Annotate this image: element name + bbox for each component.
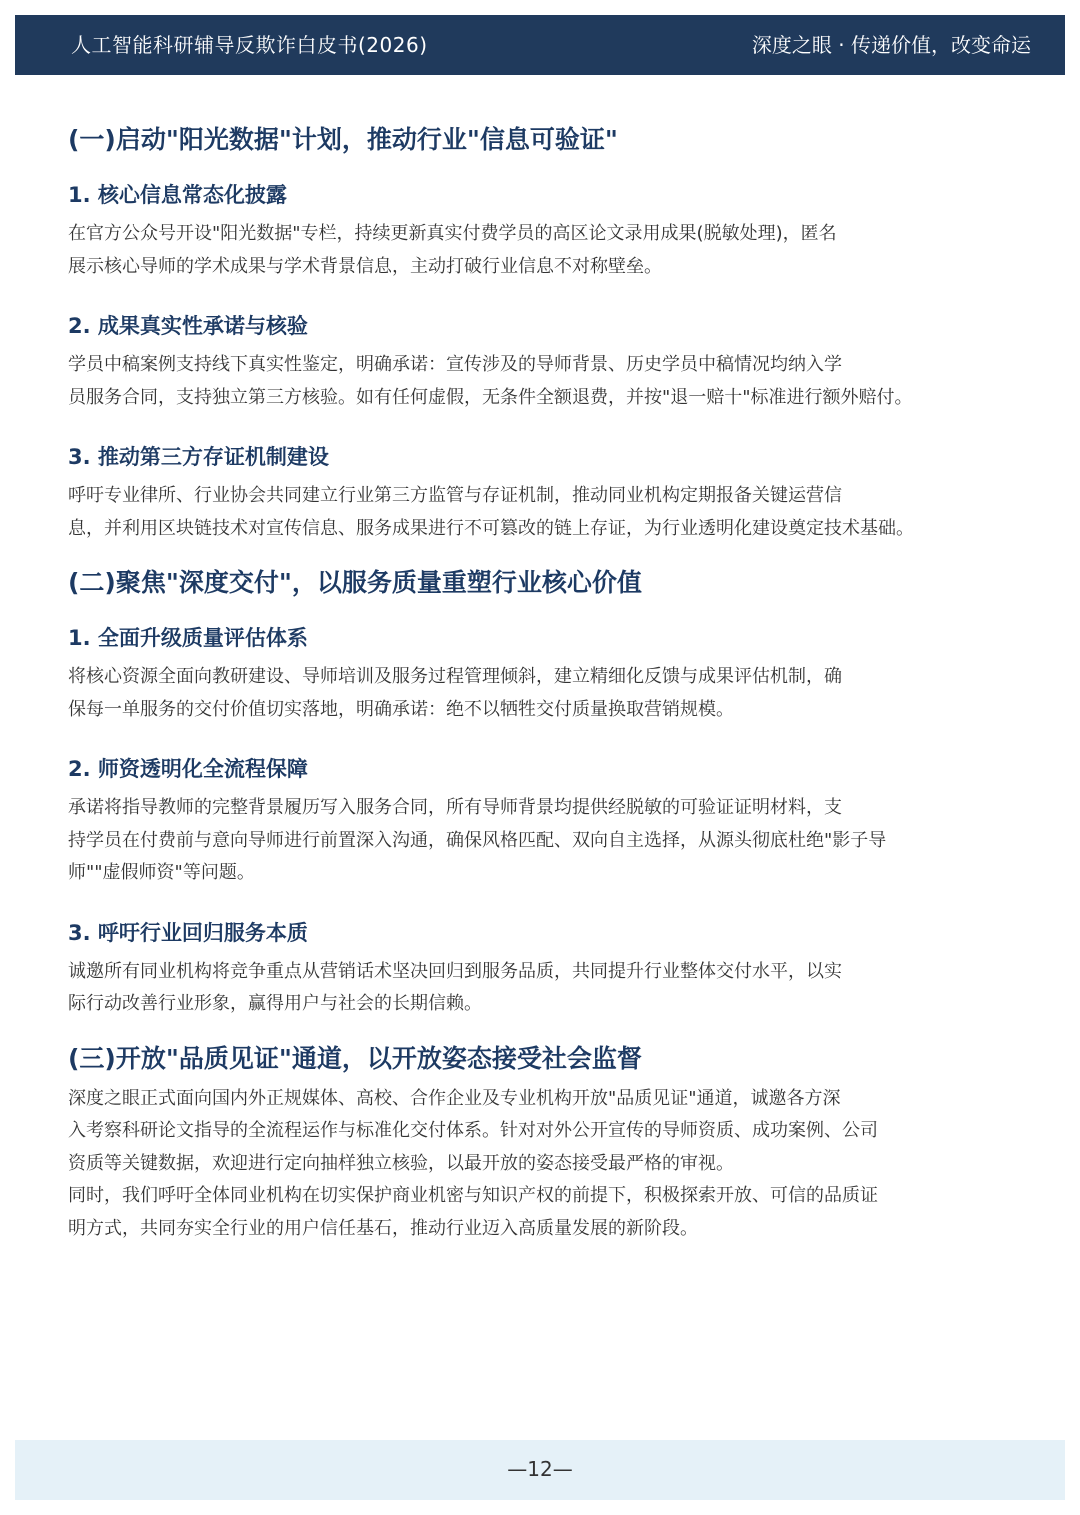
section-2 [68,563,1028,1021]
header-bar [15,15,1065,75]
item-text: 学员中稿案例支持线下真实性鉴定，明确承诺：宣传涉及的导师背景、历史学员中稿情况均纳入学 员服务合同，支持独立第三方核验。如有任何虚假，无条件全额退费，并按"退一赔十"标准进行额外赔付。 [68,354,913,408]
item-title: 3. 呼吁行业回归服务本质 [68,920,308,945]
section-item [68,309,1028,414]
section-item [68,916,1028,1021]
section-item [68,178,1028,283]
document-body [68,120,1028,1245]
item-text: 将核心资源全面向教研建设、导师培训及服务过程管理倾斜，建立精细化反馈与成果评估机制，确 保每一单服务的交付价值切实落地，明确承诺：绝不以牺牲交付质量换取营销规模。 [68,666,842,720]
section-item [68,440,1028,545]
section-paragraph: 同时，我们呼吁全体同业机构在切实保护商业机密与知识产权的前提下，积极探索开放、可信的品质证 明方式，共同夯实全行业的用户信任基石，推动行业迈入高质量发展的新阶段。 [68,1185,878,1239]
item-title: 1. 核心信息常态化披露 [68,183,287,207]
item-text: 在官方公众号开设"阳光数据"专栏，持续更新真实付费学员的高区论文录用成果(脱敏处理)，匿名 展示核心导师的学术成果与学术背景信息，主动打破行业信息不对称壁垒。 [68,223,837,277]
section-3 [68,1039,1028,1246]
header-slogan: 深度之眼 · 传递价值，改变命运 [751,33,1031,57]
section-heading: (一)启动"阳光数据"计划，推动行业"信息可验证" [68,125,618,154]
item-title: 2. 成果真实性承诺与核验 [68,314,308,338]
document-title: 人工智能科研辅导反欺诈白皮书(2026) [71,33,428,57]
item-text: 诚邀所有同业机构将竞争重点从营销话术坚决回归到服务品质，共同提升行业整体交付水平，以实 际行动改善行业形象，赢得用户与社会的长期信赖。 [68,960,842,1014]
section-item [68,621,1028,726]
page-number: —12— [507,1457,573,1481]
section-item [68,752,1028,890]
section-1 [68,120,1028,545]
footer-bar [15,1440,1065,1500]
section-paragraph: 深度之眼正式面向国内外正规媒体、高校、合作企业及专业机构开放"品质见证"通道，诚邀各方深 入考察科研论文指导的全流程运作与标准化交付体系。针对对外公开宣传的导师资质、成功案例、公司 资质等关键数据，欢迎进行定向抽样独立核验，以最开放的姿态接受最严格的审视。 [68,1087,878,1174]
section-heading: (三)开放"品质见证"通道，以开放姿态接受社会监督 [68,1043,642,1073]
item-text: 承诺将指导教师的完整背景履历写入服务合同，所有导师背景均提供经脱敏的可验证证明材料，支 持学员在付费前与意向导师进行前置深入沟通，确保风格匹配、双向自主选择，从源头彻底杜绝"影子导 师""虚假师资"等问题。 [68,797,887,883]
item-title: 3. 推动第三方存证机制建设 [68,445,329,469]
item-title: 1. 全面升级质量评估体系 [68,626,308,650]
section-heading: (二)聚焦"深度交付"，以服务质量重塑行业核心价值 [68,568,642,597]
item-text: 呼吁专业律所、行业协会共同建立行业第三方监管与存证机制，推动同业机构定期报备关键运营信 息，并利用区块链技术对宣传信息、服务成果进行不可篡改的链上存证，为行业透明化建设奠定技术基础。 [68,485,914,539]
item-title: 2. 师资透明化全流程保障 [68,757,308,781]
